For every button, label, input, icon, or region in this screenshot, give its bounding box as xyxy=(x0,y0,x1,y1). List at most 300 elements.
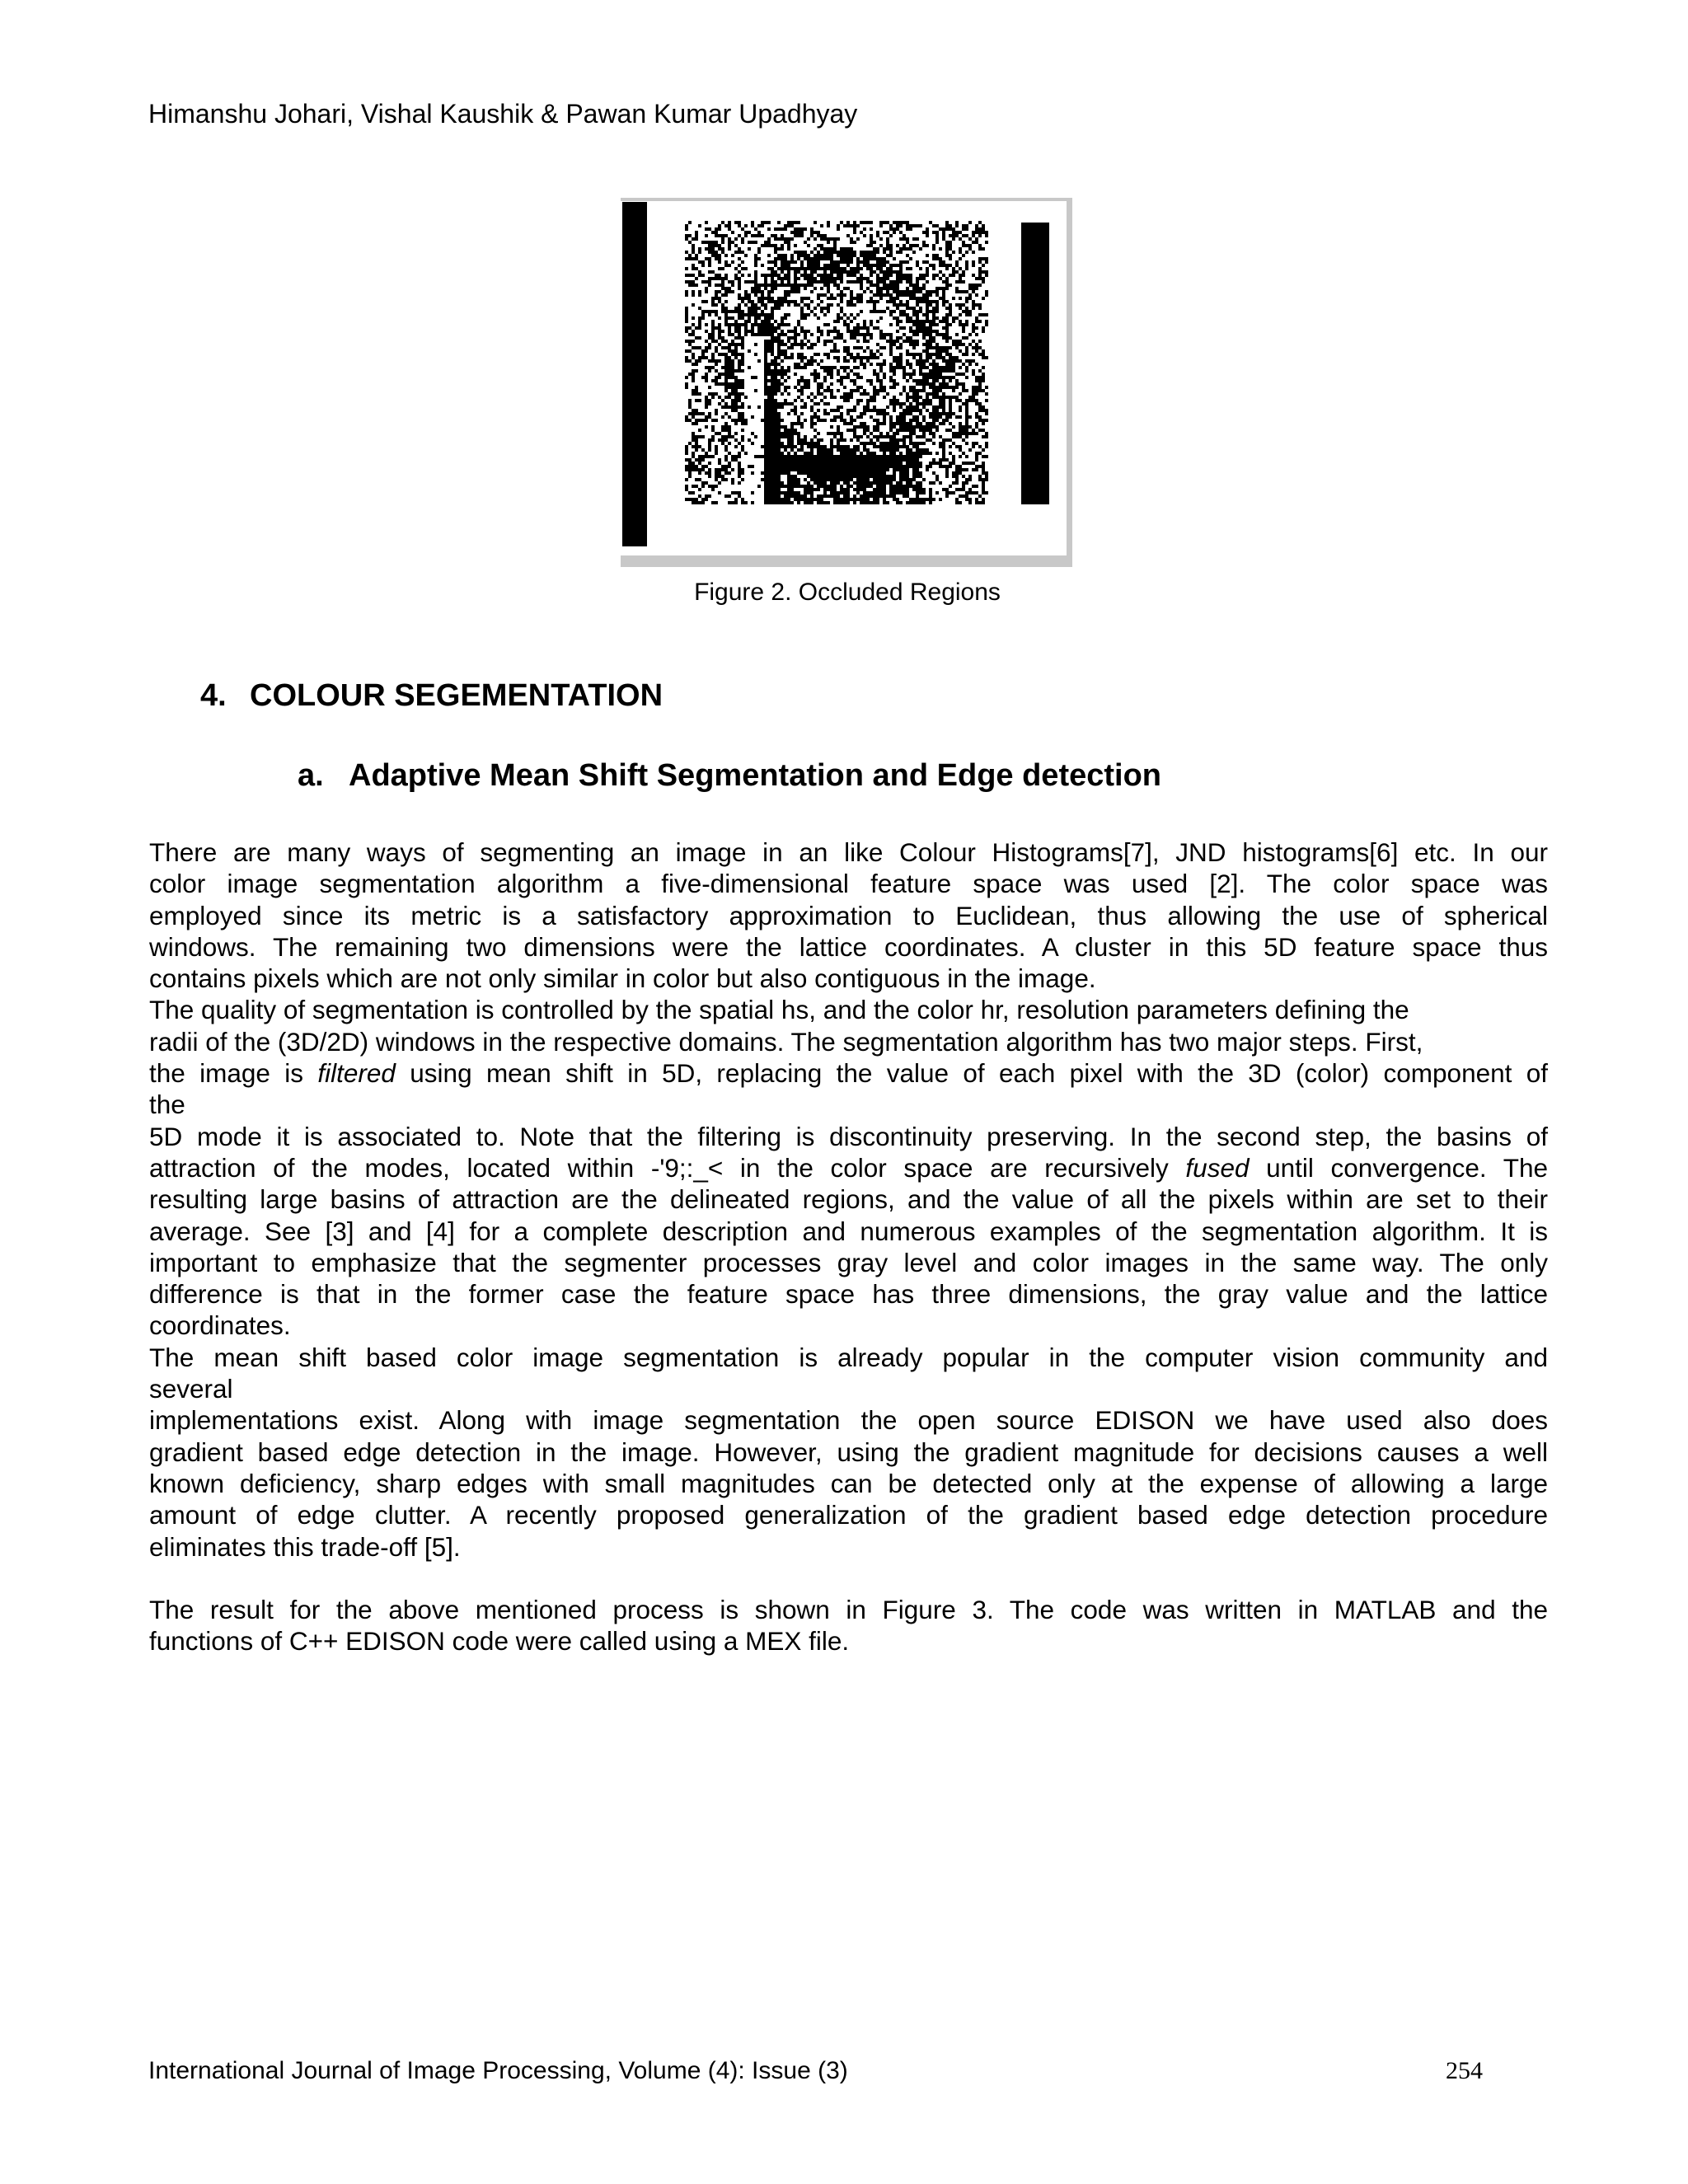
noise-pixel xyxy=(718,244,721,247)
noise-pixel xyxy=(843,471,846,475)
noise-pixel xyxy=(711,396,715,399)
noise-pixel xyxy=(781,452,784,455)
noise-pixel xyxy=(711,247,715,251)
noise-pixel xyxy=(903,465,906,468)
noise-pixel xyxy=(728,442,731,445)
noise-pixel xyxy=(886,241,889,244)
noise-pixel xyxy=(761,320,764,323)
noise-pixel xyxy=(932,396,935,399)
noise-pixel xyxy=(899,237,903,241)
noise-pixel xyxy=(820,458,823,462)
noise-pixel xyxy=(863,277,866,280)
noise-pixel xyxy=(757,323,761,326)
noise-pixel xyxy=(807,442,810,445)
noise-pixel xyxy=(942,399,945,402)
noise-pixel xyxy=(906,448,909,452)
noise-pixel xyxy=(968,313,972,316)
noise-pixel xyxy=(715,369,718,373)
noise-pixel xyxy=(715,478,718,481)
noise-pixel xyxy=(715,297,718,300)
noise-pixel xyxy=(916,389,919,392)
noise-pixel xyxy=(876,475,879,478)
noise-pixel xyxy=(823,501,827,504)
noise-pixel xyxy=(955,471,959,475)
noise-pixel xyxy=(916,494,919,498)
noise-pixel xyxy=(837,501,840,504)
noise-pixel xyxy=(705,227,708,231)
noise-pixel xyxy=(688,284,692,287)
noise-pixel xyxy=(754,277,757,280)
noise-pixel xyxy=(860,475,863,478)
noise-pixel xyxy=(787,323,790,326)
noise-pixel xyxy=(972,359,975,363)
noise-pixel xyxy=(965,491,968,494)
noise-pixel xyxy=(866,257,870,260)
noise-pixel xyxy=(965,442,968,445)
noise-pixel xyxy=(912,340,916,343)
noise-pixel xyxy=(794,284,797,287)
noise-pixel xyxy=(790,257,794,260)
noise-pixel xyxy=(945,330,949,333)
noise-pixel xyxy=(870,237,873,241)
noise-pixel xyxy=(741,251,744,254)
noise-pixel xyxy=(705,399,708,402)
noise-pixel xyxy=(935,363,939,366)
noise-pixel xyxy=(909,429,912,432)
noise-pixel xyxy=(837,333,840,336)
noise-pixel xyxy=(797,438,800,442)
noise-pixel xyxy=(853,432,856,435)
noise-pixel xyxy=(741,323,744,326)
noise-pixel xyxy=(899,422,903,425)
noise-pixel xyxy=(922,419,926,422)
noise-pixel xyxy=(715,471,718,475)
noise-pixel xyxy=(787,488,790,491)
noise-pixel xyxy=(797,320,800,323)
noise-pixel xyxy=(879,297,883,300)
subsection-title: Adaptive Mean Shift Segmentation and Edge detection xyxy=(349,758,1161,793)
noise-pixel xyxy=(856,465,860,468)
emphasis-filtered: filtered xyxy=(317,1058,396,1089)
noise-pixel xyxy=(860,442,863,445)
noise-pixel xyxy=(688,458,692,462)
noise-pixel xyxy=(804,343,807,346)
noise-pixel xyxy=(899,485,903,488)
noise-pixel xyxy=(916,303,919,307)
noise-pixel xyxy=(764,488,767,491)
noise-pixel xyxy=(942,227,945,231)
noise-pixel xyxy=(959,382,962,386)
noise-pixel xyxy=(978,415,982,419)
noise-pixel xyxy=(889,340,893,343)
noise-pixel xyxy=(751,221,754,224)
noise-pixel xyxy=(870,458,873,462)
noise-pixel xyxy=(932,254,935,257)
noise-pixel xyxy=(879,260,883,264)
noise-pixel xyxy=(784,237,787,241)
noise-pixel xyxy=(797,465,800,468)
noise-pixel xyxy=(985,409,988,412)
noise-pixel xyxy=(830,280,833,284)
noise-pixel xyxy=(797,435,800,438)
noise-pixel xyxy=(721,399,724,402)
noise-pixel xyxy=(856,257,860,260)
noise-pixel xyxy=(810,405,814,409)
noise-pixel xyxy=(935,405,939,409)
noise-pixel xyxy=(955,290,959,293)
noise-pixel xyxy=(784,389,787,392)
noise-pixel xyxy=(820,386,823,389)
noise-pixel xyxy=(896,366,899,369)
noise-pixel xyxy=(906,260,909,264)
noise-pixel xyxy=(978,221,982,224)
noise-pixel xyxy=(985,270,988,274)
noise-pixel xyxy=(945,333,949,336)
noise-pixel xyxy=(823,307,827,310)
noise-pixel xyxy=(870,462,873,465)
noise-pixel xyxy=(916,409,919,412)
noise-pixel xyxy=(912,307,916,310)
noise-pixel xyxy=(728,333,731,336)
noise-pixel xyxy=(863,333,866,336)
noise-pixel xyxy=(781,300,784,303)
noise-pixel xyxy=(893,432,896,435)
noise-pixel xyxy=(724,366,728,369)
noise-pixel xyxy=(889,251,893,254)
noise-pixel xyxy=(774,330,777,333)
noise-pixel xyxy=(708,343,711,346)
noise-pixel xyxy=(774,359,777,363)
noise-pixel xyxy=(820,244,823,247)
noise-pixel xyxy=(734,382,738,386)
noise-pixel xyxy=(827,297,830,300)
noise-pixel xyxy=(856,478,860,481)
noise-pixel xyxy=(850,251,853,254)
noise-pixel xyxy=(764,369,767,373)
noise-pixel xyxy=(942,412,945,415)
noise-pixel xyxy=(982,429,985,432)
noise-pixel xyxy=(698,471,701,475)
noise-pixel xyxy=(724,313,728,316)
noise-pixel xyxy=(708,310,711,313)
noise-pixel xyxy=(833,481,837,485)
noise-pixel xyxy=(866,287,870,290)
noise-pixel xyxy=(975,316,978,320)
noise-pixel xyxy=(932,389,935,392)
noise-pixel xyxy=(968,310,972,313)
noise-pixel xyxy=(922,231,926,234)
noise-pixel xyxy=(903,491,906,494)
noise-pixel xyxy=(767,396,771,399)
noise-pixel xyxy=(886,442,889,445)
noise-pixel xyxy=(698,435,701,438)
noise-pixel xyxy=(949,452,952,455)
noise-pixel xyxy=(715,231,718,234)
noise-pixel xyxy=(909,405,912,409)
noise-pixel xyxy=(800,462,804,465)
noise-pixel xyxy=(814,359,817,363)
noise-pixel xyxy=(827,310,830,313)
noise-pixel xyxy=(705,356,708,359)
body-text-run: using mean shift in 5D, replacing the value of each pixel with the 3D (color) component of xyxy=(395,1058,1548,1089)
noise-pixel xyxy=(916,379,919,382)
noise-pixel xyxy=(843,501,846,504)
noise-pixel xyxy=(939,442,942,445)
noise-pixel xyxy=(715,310,718,313)
noise-pixel xyxy=(787,465,790,468)
noise-pixel xyxy=(982,409,985,412)
noise-pixel xyxy=(959,277,962,280)
noise-pixel xyxy=(810,227,814,231)
noise-pixel xyxy=(731,405,734,409)
noise-pixel xyxy=(701,419,705,422)
noise-pixel xyxy=(800,471,804,475)
noise-pixel xyxy=(817,419,820,422)
noise-pixel xyxy=(790,478,794,481)
noise-pixel xyxy=(787,260,790,264)
noise-pixel xyxy=(896,488,899,491)
noise-pixel xyxy=(886,501,889,504)
noise-pixel xyxy=(926,300,929,303)
noise-pixel xyxy=(814,369,817,373)
noise-pixel xyxy=(724,340,728,343)
noise-pixel xyxy=(800,326,804,330)
noise-pixel xyxy=(850,303,853,307)
noise-pixel xyxy=(873,356,876,359)
noise-pixel xyxy=(810,274,814,277)
noise-pixel xyxy=(767,448,771,452)
noise-pixel xyxy=(978,501,982,504)
noise-pixel xyxy=(738,293,741,297)
noise-pixel xyxy=(764,303,767,307)
noise-pixel xyxy=(978,267,982,270)
noise-pixel xyxy=(945,349,949,353)
noise-pixel xyxy=(879,333,883,336)
noise-pixel xyxy=(827,485,830,488)
noise-pixel xyxy=(903,415,906,419)
noise-pixel xyxy=(685,316,688,320)
noise-pixel xyxy=(866,330,870,333)
noise-pixel xyxy=(856,366,860,369)
noise-pixel xyxy=(870,241,873,244)
noise-pixel xyxy=(978,389,982,392)
noise-pixel xyxy=(721,340,724,343)
noise-pixel xyxy=(754,310,757,313)
noise-pixel xyxy=(685,307,688,310)
noise-pixel xyxy=(945,336,949,340)
noise-pixel xyxy=(810,462,814,465)
noise-pixel xyxy=(771,412,774,415)
noise-pixel xyxy=(919,465,922,468)
noise-pixel xyxy=(965,399,968,402)
noise-pixel xyxy=(797,287,800,290)
noise-pixel xyxy=(685,445,688,448)
noise-pixel xyxy=(903,340,906,343)
noise-pixel xyxy=(692,293,695,297)
noise-pixel xyxy=(879,369,883,373)
noise-pixel xyxy=(711,270,715,274)
noise-pixel xyxy=(804,313,807,316)
noise-pixel xyxy=(899,300,903,303)
noise-pixel xyxy=(718,300,721,303)
noise-pixel xyxy=(879,330,883,333)
noise-pixel xyxy=(906,349,909,353)
noise-pixel xyxy=(935,491,939,494)
noise-pixel xyxy=(705,366,708,369)
noise-pixel xyxy=(827,402,830,405)
noise-pixel xyxy=(985,478,988,481)
noise-pixel xyxy=(850,224,853,227)
noise-pixel xyxy=(853,389,856,392)
noise-pixel xyxy=(817,478,820,481)
noise-pixel xyxy=(935,366,939,369)
noise-pixel xyxy=(744,326,748,330)
noise-pixel xyxy=(962,429,965,432)
noise-pixel xyxy=(807,382,810,386)
noise-pixel xyxy=(978,386,982,389)
noise-pixel xyxy=(777,349,781,353)
noise-pixel xyxy=(955,224,959,227)
noise-pixel xyxy=(952,435,955,438)
noise-pixel xyxy=(879,468,883,471)
noise-pixel xyxy=(827,462,830,465)
noise-pixel xyxy=(909,485,912,488)
noise-pixel xyxy=(774,458,777,462)
noise-pixel xyxy=(949,485,952,488)
noise-pixel xyxy=(959,303,962,307)
noise-pixel xyxy=(794,409,797,412)
noise-pixel xyxy=(929,452,932,455)
noise-pixel xyxy=(985,290,988,293)
noise-pixel xyxy=(685,415,688,419)
noise-pixel xyxy=(830,376,833,379)
noise-pixel xyxy=(794,333,797,336)
noise-pixel xyxy=(932,244,935,247)
noise-pixel xyxy=(962,330,965,333)
noise-pixel xyxy=(695,435,698,438)
noise-pixel xyxy=(724,382,728,386)
noise-pixel xyxy=(955,280,959,284)
noise-pixel xyxy=(814,481,817,485)
noise-pixel xyxy=(771,300,774,303)
noise-pixel xyxy=(721,382,724,386)
noise-pixel xyxy=(767,323,771,326)
noise-pixel xyxy=(754,227,757,231)
noise-pixel xyxy=(903,409,906,412)
noise-pixel xyxy=(909,353,912,356)
noise-pixel xyxy=(965,244,968,247)
noise-pixel xyxy=(701,349,705,353)
noise-pixel xyxy=(942,280,945,284)
noise-pixel xyxy=(721,429,724,432)
noise-pixel xyxy=(863,389,866,392)
noise-pixel xyxy=(873,307,876,310)
noise-pixel xyxy=(912,244,916,247)
noise-pixel xyxy=(889,264,893,267)
noise-pixel xyxy=(827,353,830,356)
noise-pixel xyxy=(912,333,916,336)
noise-pixel xyxy=(715,234,718,237)
noise-pixel xyxy=(929,386,932,389)
noise-pixel xyxy=(850,458,853,462)
noise-pixel xyxy=(919,310,922,313)
noise-pixel xyxy=(837,336,840,340)
noise-pixel xyxy=(879,386,883,389)
noise-pixel xyxy=(883,359,886,363)
noise-pixel xyxy=(777,458,781,462)
noise-pixel xyxy=(820,475,823,478)
noise-pixel xyxy=(787,468,790,471)
noise-pixel xyxy=(728,373,731,376)
noise-pixel xyxy=(916,297,919,300)
noise-pixel xyxy=(846,251,850,254)
noise-pixel xyxy=(846,445,850,448)
noise-pixel xyxy=(949,415,952,419)
noise-pixel xyxy=(685,313,688,316)
noise-pixel xyxy=(777,455,781,458)
noise-pixel xyxy=(922,244,926,247)
noise-pixel xyxy=(942,274,945,277)
noise-pixel xyxy=(909,340,912,343)
noise-pixel xyxy=(889,452,893,455)
noise-pixel xyxy=(800,343,804,346)
noise-pixel xyxy=(899,293,903,297)
noise-pixel xyxy=(863,409,866,412)
noise-pixel xyxy=(912,284,916,287)
noise-pixel xyxy=(909,330,912,333)
noise-pixel xyxy=(820,494,823,498)
noise-pixel xyxy=(781,462,784,465)
noise-pixel xyxy=(926,307,929,310)
noise-pixel xyxy=(757,287,761,290)
noise-pixel xyxy=(889,438,893,442)
noise-pixel xyxy=(797,363,800,366)
noise-pixel xyxy=(893,402,896,405)
noise-pixel xyxy=(866,409,870,412)
noise-pixel xyxy=(856,458,860,462)
noise-pixel xyxy=(919,363,922,366)
noise-pixel xyxy=(883,363,886,366)
noise-pixel xyxy=(899,247,903,251)
noise-pixel xyxy=(942,392,945,396)
noise-pixel xyxy=(945,475,949,478)
noise-pixel xyxy=(896,356,899,359)
noise-pixel xyxy=(886,494,889,498)
noise-pixel xyxy=(870,399,873,402)
noise-pixel xyxy=(850,336,853,340)
noise-pixel xyxy=(942,320,945,323)
noise-pixel xyxy=(912,501,916,504)
noise-pixel xyxy=(949,376,952,379)
noise-pixel xyxy=(889,458,893,462)
noise-pixel xyxy=(916,340,919,343)
noise-pixel xyxy=(781,442,784,445)
noise-pixel xyxy=(896,303,899,307)
noise-pixel xyxy=(952,432,955,435)
noise-pixel xyxy=(932,274,935,277)
noise-pixel xyxy=(837,284,840,287)
noise-pixel xyxy=(744,224,748,227)
noise-pixel xyxy=(827,224,830,227)
noise-pixel xyxy=(734,251,738,254)
noise-pixel xyxy=(837,293,840,297)
noise-pixel xyxy=(959,307,962,310)
noise-pixel xyxy=(728,432,731,435)
noise-pixel xyxy=(764,478,767,481)
noise-pixel xyxy=(731,363,734,366)
noise-pixel xyxy=(985,455,988,458)
noise-pixel xyxy=(906,359,909,363)
